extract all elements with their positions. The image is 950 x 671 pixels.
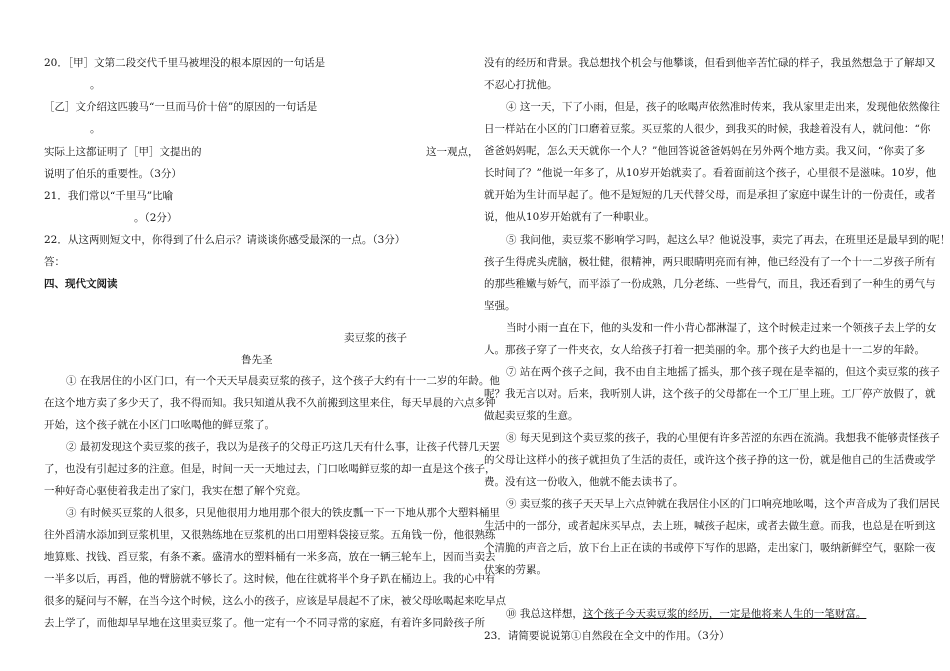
paragraph-line: 爸爸妈妈呢，怎么天天就你一个人？”他回答说爸爸妈妈在另外两个地方卖。我又问，“你卖了多 [484, 145, 926, 157]
underlined-sentence: 这个孩子今天卖豆浆的经历，一定是他将来人生的一笔财富。 [582, 608, 867, 620]
q20-part-c-left: 实际上这都证明了［甲］文提出的 [44, 146, 202, 158]
paragraph-line: 坚强。 [484, 300, 516, 312]
paragraph-5 [484, 233, 950, 321]
paragraph-line: 长时间了？”他说一年多了，从10岁开始就卖了。看着面前这个孩子，心里很不是滋味。10岁，他 [484, 167, 937, 179]
paragraph-3-continued [484, 56, 936, 100]
paragraph-10-prefix: ⑩ 我总这样想， [506, 608, 583, 620]
paragraph-6 [484, 321, 937, 365]
q20-part-a: 20．［甲］文第二段交代千里马被埋没的根本原因的一句话是 [44, 57, 326, 69]
q22-label: 22．从这两则短文中，你得到了什么启示？请谈谈你感受最深的一点。（3分） [44, 234, 406, 246]
q21-label: 21．我们常以“千里马”比喻 [44, 190, 174, 202]
paragraph-4 [484, 100, 940, 232]
paragraph-line: 开始，这个孩子就在小区门口吆喝他的鲜豆浆了。 [44, 419, 275, 431]
paragraph-line: ④ 这一天，下了小雨，但是，孩子的吆喝声依然准时传来，我从家里走出来，发现他依然像往 [506, 101, 940, 113]
q20-part-b: ［乙］文介绍这匹骏马“一旦而马价十倍”的原因的一句话是 [44, 101, 318, 113]
paragraph-line: 地算账、找钱、舀豆浆，有条不紊。盛清水的塑料桶有一米多高，放在一辆三轮车上，因而当卖去 [44, 551, 496, 563]
paragraph-line: ⑦ 站在两个孩子之间，我不由自主地摇了摇头，那个孩子现在是幸福的，但这个卖豆浆的孩子 [506, 366, 940, 378]
section-title: 四、现代文阅读 [44, 278, 118, 290]
paragraph-line: ② 最初发现这个卖豆浆的孩子，我以为是孩子的父母正巧这几天有什么事，让孩子代替几天罢 [66, 441, 500, 453]
q21-blank-end: 。（2分） [134, 212, 178, 224]
paragraph-line: ⑤ 我问他，卖豆浆不影响学习吗，起这么早？他说没事，卖完了再去，在班里还是最早到的呢！ [506, 234, 950, 246]
q20-part-a-blank-end: 。 [90, 79, 101, 91]
paragraph-line: 一半多以后，再舀，他的臂膀就不够长了。这时候，他在往就将半个身子趴在桶边上。我的心中有 [44, 573, 496, 585]
paragraph-line: 一种好奇心驱使着我走出了家门，我实在想了解个究竟。 [44, 485, 307, 497]
essay-author: 鲁先圣 [241, 354, 273, 366]
paragraph-1 [44, 374, 500, 440]
paragraph-line: 的那些稚嫩与娇气，而平添了一份成熟，几分老练、一些骨气，而且，我还看到了一种生的勇气与 [484, 278, 936, 290]
paragraph-line: ⑧ 每天见到这个卖豆浆的孩子，我的心里便有许多苦涩的东西在流淌。我想我不能够责怪孩子 [506, 432, 940, 444]
q22-answer-label: 答： [44, 256, 65, 268]
paragraph-line: 很多的疑问与不解，在当今这个时候，这么小的孩子，应该是早晨起不了床，被父母吆喝起来吃早点 [44, 595, 506, 607]
paragraph-line: 不忍心打扰他。 [484, 79, 558, 91]
paragraph-line: 做起卖豆浆的生意。 [484, 410, 579, 422]
paragraph-line: 就开始为生计而早起了。他不是短短的几天代替父母，而是承担了家庭中谋生计的一份责任，或者 [484, 189, 936, 201]
paragraph-line: 在这个地方卖了多少天了，我不得而知。我只知道从我不久前搬到这里来住，每天早晨的六点多钟 [44, 397, 496, 409]
q23-label: 23．请简要说说第①自然段在全文中的作用。（3分） [484, 630, 730, 642]
paragraph-line: ① 在我居住的小区门口，有一个天天早晨卖豆浆的孩子，这个孩子大约有十一二岁的年龄。他 [66, 375, 500, 387]
paragraph-7 [484, 365, 940, 431]
paragraph-8 [484, 431, 940, 497]
paragraph-line: 当时小雨一直在下，他的头发和一件小背心都淋湿了，这个时候走过来一个领孩子去上学的女 [506, 322, 937, 334]
paragraph-3 [44, 506, 506, 638]
paragraph-line: 了，也没有引起过多的注意。但是，时间一天一天地过去，门口吆喝鲜豆浆的却一直是这个孩子， [44, 463, 496, 475]
paragraph-line: 的父母让这样小的孩子就担负了生活的责任，或许这个孩子挣的这一份，就是他自己的生活费或学 [484, 454, 936, 466]
paragraph-line: 日一样站在小区的门口磨着豆浆。买豆浆的人很少，到我买的时候，我趁着没有人，就问他：“你 [484, 123, 931, 135]
paragraph-line: 生活中的一部分，或者起床买早点，去上班，喊孩子起床，或者去做生意。而我，也总是在听到这 [484, 520, 936, 532]
paragraph-line: 没有的经历和背景。我总想找个机会与他攀谈，但看到他辛苦忙碌的样子，我虽然想急于了解却又 [484, 57, 936, 69]
paragraph-line: 人。那孩子穿了一件夹衣，女人给孩子打着一把美丽的伞。那个孩子大约也是十一二岁的年龄。 [484, 344, 925, 356]
paragraph-line: ③ 有时候买豆浆的人很多，只见他很用力地用那个很大的铁皮瓢一下一下地从那个大塑料桶里 [66, 507, 500, 519]
paragraph-line: 孩子生得虎头虎脑，极壮健，很精神，两只眼睛明亮而有神，他已经没有了一个十一二岁孩子所有 [484, 256, 936, 268]
q20-part-b-blank-end: 。 [90, 123, 101, 135]
paragraph-9 [484, 497, 940, 585]
paragraph-line: ⑨ 卖豆浆的孩子天天早上六点钟就在我居住小区的门口响亮地吆喝，这个声音成为了我们居民 [506, 498, 940, 510]
paragraph-line: 伏案的劳累。 [484, 564, 547, 576]
paragraph-10 [484, 607, 866, 621]
paragraph-2 [44, 440, 500, 506]
essay-title: 卖豆浆的孩子 [344, 332, 407, 344]
q20-part-c-right: 这一观点， [426, 146, 479, 158]
paragraph-line: 呢？我无言以对。后来，我听别人讲，这个孩子的父母都在一个工厂里上班。工厂停产放假了，就 [484, 388, 936, 400]
paragraph-line: 费。没有这一份收入，他就不能去读书了。 [484, 476, 684, 488]
q20-part-c-end: 说明了伯乐的重要性。（3分） [44, 168, 182, 180]
paragraph-line: 说，他从10岁开始就有了一种职业。 [484, 211, 655, 223]
paragraph-line: 往外舀清水添加到豆浆机里，又很熟练地在豆浆机的出口用塑料袋接豆浆。五角钱一份，他很熟练 [44, 529, 496, 541]
paragraph-line: 个清脆的声音之后，放下台上正在读的书或停下写作的思路，走出家门，吸纳新鲜空气，驱除一夜 [484, 542, 936, 554]
paragraph-line: 去上学了，而他却早早地在这里卖豆浆了。他一定有一个不同寻常的家庭，有着许多同龄孩子所 [44, 617, 485, 629]
